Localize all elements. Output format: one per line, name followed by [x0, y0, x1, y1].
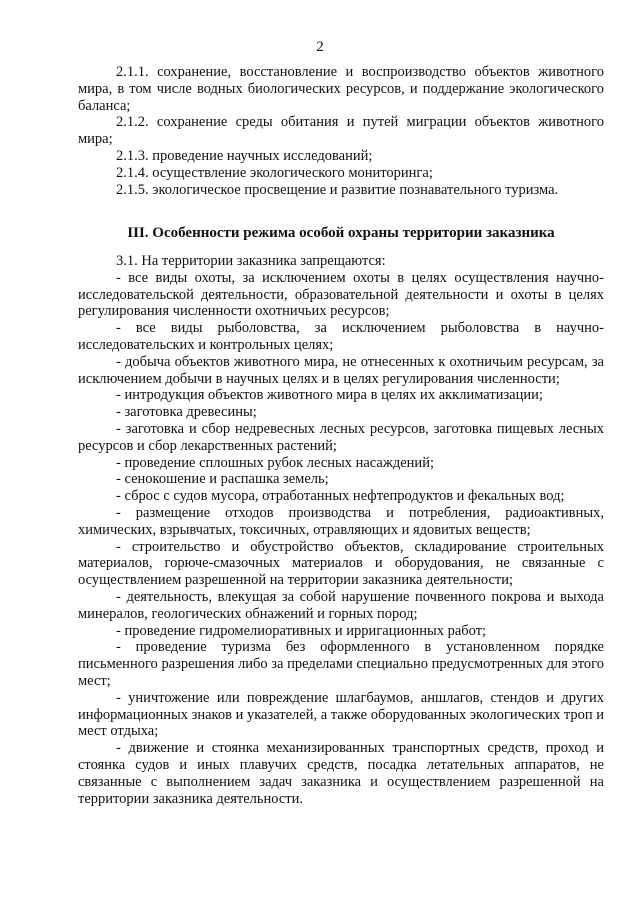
- prohibition-item: - проведение туризма без оформленного в установленном порядке письменного разрешения либо за пределами специально предусмотренных для этого мест;: [78, 639, 604, 689]
- prohibition-item: - движение и стоянка механизированных транспортных средств, проход и стоянка судов и иных плавучих средств, посадка летательных аппаратов, не связанные с выполнением задач заказника и осуществлением разрешенной на территории заказника деятельности.: [78, 740, 604, 807]
- prohibition-item: - проведение гидромелиоративных и ирригационных работ;: [116, 622, 487, 639]
- page-number: 2: [316, 39, 324, 55]
- prohibition-item: - заготовка древесины;: [116, 404, 257, 421]
- section-heading: III. Особенности режима особой охраны территории заказника: [127, 225, 555, 241]
- prohibition-item: - деятельность, влекущая за собой нарушение почвенного покрова и выхода минералов, геологических обнажений и горных пород;: [78, 588, 604, 622]
- goal-item-2-1-1: 2.1.1. сохранение, восстановление и воспроизводство объектов животного мира, в том числе водных биологических ресурсов, и поддержание экологического баланса;: [78, 64, 604, 114]
- goal-item-2-1-3: 2.1.3. проведение научных исследований;: [116, 147, 373, 164]
- prohibition-item: - добыча объектов животного мира, не отнесенных к охотничьим ресурсам, за исключением добычи в научных целях и в целях регулирования численности;: [78, 353, 604, 387]
- prohibition-item: - размещение отходов производства и потребления, радиоактивных, химических, взрывчатых, токсичных, отравляющих и ядовитых веществ;: [78, 504, 604, 538]
- prohibition-item: - сброс с судов мусора, отработанных нефтепродуктов и фекальных вод;: [116, 488, 565, 505]
- prohibition-item: - все виды рыболовства, за исключением рыболовства в научно-исследовательских и контрольных целях;: [78, 320, 604, 353]
- prohibition-item: - интродукция объектов животного мира в целях их акклиматизации;: [116, 387, 543, 404]
- goal-item-2-1-4: 2.1.4. осуществление экологического мониторинга;: [116, 164, 433, 181]
- prohibitions-intro: 3.1. На территории заказника запрещаются:: [116, 253, 386, 269]
- prohibition-item: - все виды охоты, за исключением охоты в целях осуществления научно-исследовательской деятельности, образовательной деятельности и охоты в целях регулирования численности охотничьих ресурсов;: [78, 269, 604, 320]
- prohibition-item: - заготовка и сбор недревесных лесных ресурсов, заготовка пищевых лесных ресурсов и сбор лекарственных растений;: [78, 420, 604, 454]
- goals-list: [78, 64, 604, 198]
- prohibition-item: - сенокошение и распашка земель;: [116, 471, 329, 488]
- goal-item-2-1-2: 2.1.2. сохранение среды обитания и путей миграции объектов животного мира;: [78, 114, 604, 148]
- prohibition-item: - проведение сплошных рубок лесных насаждений;: [116, 454, 434, 471]
- prohibition-item: - строительство и обустройство объектов, складирование строительных материалов, горюче-смазочных материалов и оборудования, не связанные с осуществлением разрешенной на территории заказника деятельности;: [78, 538, 604, 589]
- prohibitions-section: [78, 253, 604, 807]
- prohibition-item: - уничтожение или повреждение шлагбаумов, аншлагов, стендов и других информационных знаков и указателей, а также оборудованных экологических троп и мест отдыха;: [78, 689, 604, 740]
- goal-item-2-1-5: 2.1.5. экологическое просвещение и развитие познавательного туризма.: [116, 181, 559, 198]
